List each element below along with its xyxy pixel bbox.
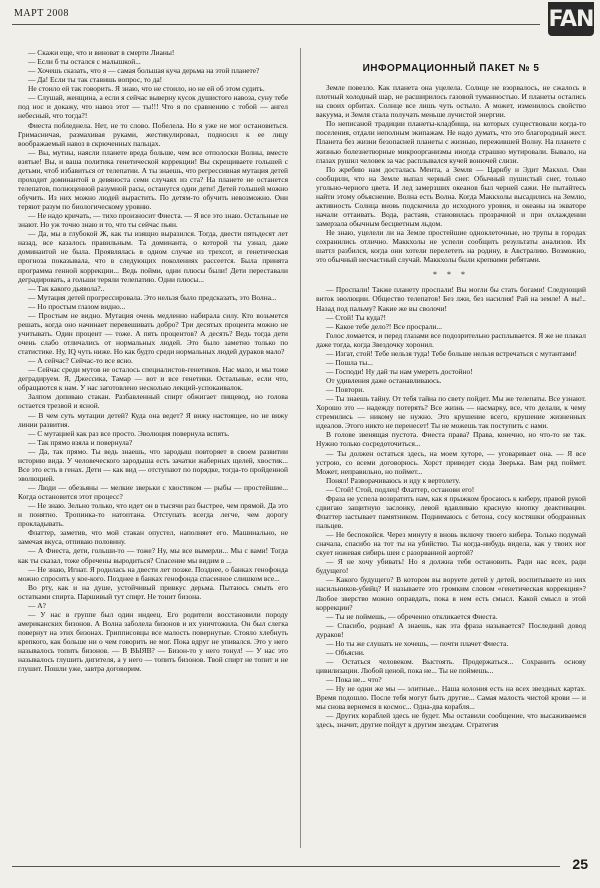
- right-column: [316, 60, 586, 862]
- paragraph: Фраза не успела возвратить нам, как я прыжком бросаюсь к киберу, правой рукой сдвигаю защитную заслонку, левой вдавливаю красную кнопку деактивации. Флаттер застывает памятником. Поднимаюсь с бетона, сосу костяшки ободранных пальцев.: [316, 493, 586, 530]
- story-continuation-text: [316, 285, 586, 729]
- issue-date: МАРТ 2008: [14, 8, 69, 19]
- paragraph: — Спасибо, родная! А знаешь, как эта фраза называется? Последний довод дураков!: [316, 620, 586, 639]
- paragraph: Фиеста побледнела. Нет, не то слово. Побелела. Но я уже не мог остановиться. Гримасничая, размахивая руками, жестикулировал, подносил к ее лицу воображаемый навоз в скрюченных пальцах.: [18, 120, 288, 148]
- paragraph: — Если б ты остался с малышкой...: [28, 57, 141, 67]
- paragraph: Флаттер, заметив, что мой стакан опустел, наполняет его. Машинально, не замечая вкуса, отпиваю половину.: [18, 528, 288, 547]
- paragraph: — Остаться человеком. Выстоять. Продержаться... Сохранить основу цивилизации. Любой ценой, пока не... Ты не поймешь...: [316, 656, 586, 675]
- paragraph: — Пока не... что?: [326, 675, 382, 685]
- paragraph: — Не беспокойся. Через минуту я вновь включу твоего кибера. Только подумай сначала, спасибо на тот ты на убийство. Ты когда-нибудь видела, как у твоих ног скует ножевая сибирь шеи с разорванной аортой?: [316, 530, 586, 558]
- paragraph: — Объясни.: [326, 647, 365, 657]
- paragraph: — У нас в группе был один индеец. Его родители восстановили породу американских бизонов. А Волна заболела бизонов и их уничтожила. Он был слегка повернут на этих бизонах. Грипписовцы все малость повернутые. Стояло хлебнуть крепкого, как больше ни о чем говорить не мог. Пока вдруг не упивался. Это у него называлось топить бизонов. — В ВЫЯВ? — Бизон-то у него тонул! — У нас это называлось глушить дигителя, а у него — топить бизонов. Твой спирт не топит и не глушит. Пошли уже, завтра договорим.: [18, 609, 288, 674]
- paragraph: В голове звенящая пустота. Фиеста права? Права, конечно, но что-то не так. Нужно только сосредоточиться...: [316, 430, 586, 449]
- left-column: [18, 48, 288, 850]
- paragraph: — Ты знаешь тайну. От тебя тайна по свету пойдет. Мы же телепаты. Все узнают. Хорошо это — надежду потерять? Все жизнь — насмарку, все, что делали, к чему стремились — никому не нужно. Это крушение всего, крушение жизненных идеалов. Этого никто не перенесет! Ты не можешь так поступить с нами.: [316, 394, 586, 431]
- paragraph: — Сейчас среди мутов не осталось специалистов-генетиков. Нас мало, и мы тоже деградируем. Я, Джессика, Тамар — вот и все генетики. Остальные, если что, обращаются к нам. У нас заготовлено несколько лекций-успокаивалок.: [18, 365, 288, 393]
- paragraph: — Изгат, стой! Тебе нельзя туда! Тебе больше нельзя встречаться с мутантами!: [326, 348, 577, 358]
- section-separator: * * *: [433, 270, 469, 280]
- paragraph: — Я не хочу убивать! Но я должна тебя остановить. Ради нас всех, ради будущего!: [316, 557, 586, 576]
- paragraph: — Да, так прямо. Ты ведь знаешь, что зародыш повторяет в своем развитии историю вида. У человеческого зародыша есть зачатки жаберных щелей, хвостик... Все это есть в генах. Дети — как вид — отступают по порядке, тогда-то пройденной эволюцией.: [18, 446, 288, 483]
- paragraph: — Ну не одни же мы — элитные... Наша колония есть на всех звездных картах. Время подошло. После тебя могут быть другие... Самая малость чистой крови — и мы снова вернемся в космос... Одна-два корабля...: [316, 684, 586, 712]
- paragraph: — В чем суть мутации детей? Куда она ведет? Я вижу настоящее, но не вижу линии развития.: [18, 410, 288, 429]
- paragraph: — Ты должен остаться здесь, на моем хуторе, — уговаривает она. — Я все устрою, со всеми договорюсь. Хорст приведет сюда Зверька. Вам ряд поймет. Может, неправильно, но поймет...: [316, 448, 586, 476]
- paragraph: — Но простым глазом видно...: [28, 301, 126, 311]
- paragraph: — Простым не видно. Мутация очень медленно набирала силу. Кто возьмется решать, когда оно начинает перевешивать добро? Три десятых процента можно не учитывать. Один процент — тоже. А пять процентов? А десять? Ведь тогда дети очень слабо отличались от нормальных людей. Это было заметно только по статистике. Ну, IQ чуть ниже. Но как будто среди нормальных людей дураков мало?: [18, 310, 288, 357]
- paragraph: — Хочешь сказать, что я — самая большая куча дерьма на этой планете?: [28, 66, 260, 76]
- paragraph: Понял! Разворачиваюсь и иду к вертолету.: [326, 475, 461, 485]
- page-number: 25: [572, 856, 588, 872]
- paragraph: — Ты не поймешь, — обреченно откликается Фиеста.: [326, 611, 498, 621]
- paragraph: — Мутация детей прогрессировала. Это нельзя было предсказать, это Волна...: [28, 292, 277, 302]
- paragraph: — Проспали! Также планету проспали! Вы могли бы стать богами! Следующий виток эволюции. Общество телепатов! Без лжи, без насилия! Рай на земле! А вы!.. Назад под пальму? Какие же вы сволочи!: [316, 285, 586, 313]
- paragraph: — А?: [28, 600, 46, 610]
- paragraph: — Но ты же слушать не хочешь, — почти плачет Фиеста.: [326, 638, 509, 648]
- section-title: ИНФОРМАЦИОННЫЙ ПАКЕТ № 5: [362, 63, 540, 74]
- paragraph: Не стоило ей так говорить. Я знаю, что не стоило, но не ей об этом судить.: [28, 84, 265, 94]
- paragraph: — Скажи еще, что и виноват в смерти Лианы!: [28, 48, 175, 57]
- paragraph: — А Фиеста, дети, гольши-то — тоже? Ну, мы все вымерли... Мы с вами! Тогда как ты сказал, тоже обречены выродиться? Спасение мы видим в ...: [18, 546, 288, 565]
- paragraph: — Вы, мутны, наясли планете вреда больше, чем все отполоски Волны, вместе взятые! Вы, и ваша политика генетической коррекции! Вы скрещиваете гольшей с детьми, чтоб избавиться от телепатии. А ты знаешь, что регрессивная мутация детей проходит доминантой в девяноста семи случаях из ста? На планете не останется телепатов, полноценной разумной расы, останутся одни дети! Детей гольшей можно обучить. Из них можно людей вырастить. По детям-то обучить невозможно. Они теряют разум по биологическому уровню.: [18, 147, 288, 212]
- paragraph: Голос ломается, и перед глазами все подозрительно расплывается. Я же не плакал даже тогда, когда Звездочку хоронил.: [316, 330, 586, 349]
- paragraph: От удивления даже останавливаюсь.: [326, 376, 442, 385]
- paragraph: — Люди — обезьяны — мелкие зверьки с хвостиком — рыбы — простейшие... Когда остановится этот процесс?: [18, 483, 288, 502]
- column-divider: [300, 48, 301, 848]
- paragraph: — Других кораблей здесь не будет. Мы оставили сообщение, что высаживаемся здесь, значит, другие пойдут к другим звездам. Стратегия: [316, 711, 586, 730]
- paragraph: — Повтори.: [326, 385, 365, 395]
- paragraph: — С мутацией как раз все просто. Эволюция повернула вспять.: [28, 428, 230, 438]
- paragraph: — Так прямо взяла и повернула?: [28, 437, 133, 447]
- paragraph: — Какого будущего? В котором вы воруете детей у детей, воспитываете из них насильников-убийц? И называете это громким словом «генетическая коррекция»? Любое зверство можно оправдать, пока в нем есть смысл. Какой смысл в этой коррекции?: [316, 575, 586, 612]
- paragraph: — Да, мы в глубокой Ж, как ты изящно выразился. Тогда, двести пятьдесят лет назад, все казалось правильным. Та доминанта, о которой ты узнал, даже доминантой не была. Проявлялась в одном случае из трехсот, и генетическая прогноза показывала, что в следующих поколениях рассеется. Была принята программа генной коррекции... Ведь пойми, одни плюсы были! Дети переставали деградировать, а гольши теряли телепатию. Одни плюсы...: [18, 229, 288, 284]
- paragraph: — Господи! Ну дай ты нам умереть достойно!: [326, 366, 473, 376]
- magazine-logo: FAN: [548, 2, 594, 36]
- paragraph: Не знаю, уцелели ли на Земле простейшие одноклеточные, но трупы в городах сохранились отлично. Маккхолы не успели сообщить результаты анализов. Их шаттл разбился, когда они хотели перелететь на родину, в Австралию. Возможно, это обычный несчастный случай. Маккхолы были крепкими ребятами.: [316, 228, 586, 265]
- header-rule: [12, 24, 540, 25]
- paragraph: — Стой! Ты куда?!: [326, 312, 386, 322]
- paragraph: — Да! Если ты так ставишь вопрос, то да!: [28, 75, 163, 85]
- paragraph: — Какое тебе дело?! Все просрали...: [326, 321, 442, 331]
- paragraph: — Не знаю, Игнат. Я родилась на двести лет позже. Позднее, о банках генофонда можно спросить у кое-кого. Позднее в банках генофонда спасенное слишком все...: [18, 564, 288, 583]
- info-packet-text: [316, 83, 586, 264]
- paragraph: Земле повезло. Как планета она уцелела. Солнце не взорвалось, не сжалось в плотный холодный шар, не расширилось газовой туманностью. И планеты остались на своих орбитах. Солнце все лишь чуть остыло. А может, изменилось свойство вакуума, и Земля стала получать меньше лучистой энергии.: [316, 83, 586, 120]
- paragraph: — Не надо кричать, — тихо произносит Фиеста. — Я все это знаю. Остальные не знают. Но уж точно знаю и то, что ты сейчас пьян.: [18, 211, 288, 230]
- paragraph: По жребию нам досталась Мента, а Земля — Царнбу и Эдит Макхол. Они сообщили, что на Земле выпал черный снег. Обычный пушистый снег, только угольно-черного цвета. И лед замерзших океанов был черней сажи. Не пытайтесь найти этому объяснение. Волна есть Волна. Когда Маккхолы высадились на Землю, активность Солнца вновь подскочила до исходного уровня, и океаны на экваторе начали оттаивать. Вода, растаяв, становилась прозрачной и при охлаждении замерзала обычным бесцветным льдом.: [316, 164, 586, 228]
- footer-rule: [12, 866, 560, 867]
- paragraph: — А сейчас? Сейчас-то все ясно.: [28, 356, 133, 366]
- paragraph: Залпом допиваю стакан. Разбавленный спирт обжигает пищевод, но голова остается трезвой и ясной.: [18, 392, 288, 411]
- paragraph: Во рту, как и на душе, устойчивый привкус дерьма. Пытаюсь смыть его остатками спирта. Паршивый тут спирт. Не тонит бизона.: [18, 582, 288, 601]
- paragraph: — Стой! Стой, подлец! Флаттер, останови его!: [326, 484, 475, 494]
- paragraph: — Пошла ты...: [326, 357, 373, 367]
- paragraph: По неписаной традиции планеты-кладбища, на которых существовали когда-то поселения, отдали неполным экипажам. Не надо думать, что это благородный жест. Планета без жизни безопасней планеты с жизнью, пережившей Волну. На планете с жизнью болезнетворные микроорганизмы иногда страшно мутировали. Бывало, на глазах рушил человек за час расплывался кучей вонючей слизи.: [316, 119, 586, 165]
- paragraph: — Так какого дьявола?..: [28, 283, 105, 293]
- paragraph: — Не знаю. Зельно только, что идет он в тысячи раз быстрее, чем прямой. Да это и понятно. Тропинка-то натоптана. Отступать всегда легче, чем дорогу прокладывать.: [18, 501, 288, 529]
- paragraph: — Слушай, женщина, а если я сейчас выверну кусок душистого навоза, суну тебе под нос и докажу, что навоз этот — ты!!! Что я по сравнению с тобой — ангел небесный, что тогда?!: [18, 93, 288, 121]
